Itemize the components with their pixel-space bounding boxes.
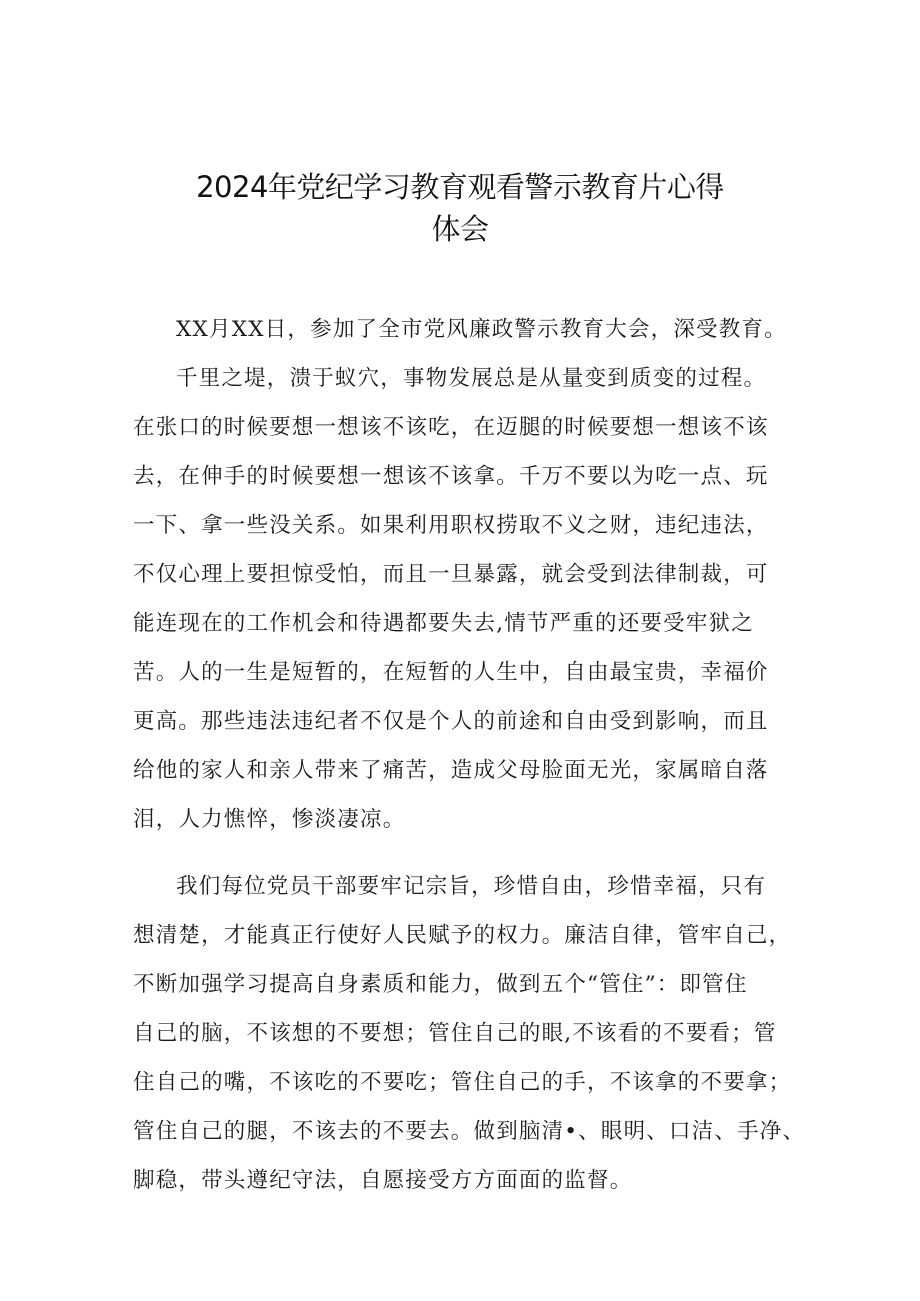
paragraph-line: 管住自己的腿，不该去的不要去。做到脑清•、眼明、口洁、手净、: [133, 1119, 806, 1144]
paragraph-line: 去，在伸手的时候要想一想该不该拿。千万不要以为吃一点、玩: [133, 464, 769, 489]
paragraph-line: 一下、拿一些没关系。如果利用职权捞取不义之财，违纪违法，: [133, 513, 769, 538]
paragraph-line: 住自己的嘴，不该吃的不要吃；管住自己的手，不该拿的不要拿；: [133, 1070, 792, 1095]
paragraph-line: 不仅心理上要担惊受怕，而且一旦暴露，就会受到法律制裁，可: [133, 562, 769, 587]
paragraph-line: 想清楚，才能真正行使好人民赋予的权力。廉洁自律，管牢自己，: [133, 923, 792, 948]
paragraph-line: 千里之堤，溃于蚁穴，事物发展总是从量变到质变的过程。: [176, 366, 767, 391]
paragraph-3: [133, 862, 806, 1205]
paragraph-line: XX月XX日，参加了全市党风廉政警示教育大会，深受教育。: [176, 317, 787, 342]
paragraph-1: [133, 305, 793, 354]
paragraph-line: 我们每位党员干部要牢记宗旨，珍惜自由，珍惜幸福，只有: [176, 874, 767, 899]
document-title: [150, 166, 770, 250]
title-line-1: 2024年党纪学习教育观看警示教育片心得: [196, 170, 724, 204]
paragraph-line: 更高。那些违法违纪者不仅是个人的前途和自由受到影响，而且: [133, 709, 769, 734]
document-body: [133, 305, 806, 1205]
paragraph-line: 在张口的时候要想一想该不该吃，在迈腿的时候要想一想该不该: [133, 415, 769, 440]
title-line-2: 体会: [431, 212, 489, 246]
paragraph-line: 给他的家人和亲人带来了痛苦，造成父母脸面无光，家属暗自落: [133, 758, 769, 783]
paragraph-line: 脚稳，带头遵纪守法，自愿接受方方面面的监督。: [133, 1168, 633, 1193]
paragraph-line: 能连现在的工作机会和待遇都要失去,情节严重的还要受牢狱之: [133, 611, 754, 636]
paragraph-line: 泪，人力憔悴，惨淡凄凉。: [133, 807, 406, 832]
paragraph-2: [133, 354, 793, 844]
paragraph-line: 自己的脑，不该想的不要想；管住自己的眼,不该看的不要看；管: [133, 1021, 777, 1046]
paragraph-line: 不断加强学习提高自身素质和能力，做到五个“管住”：即管住: [133, 972, 748, 997]
paragraph-line: 苦。人的一生是短暂的，在短暂的人生中，自由最宝贵，幸福价: [133, 660, 769, 685]
paragraph-gap: [133, 844, 793, 862]
